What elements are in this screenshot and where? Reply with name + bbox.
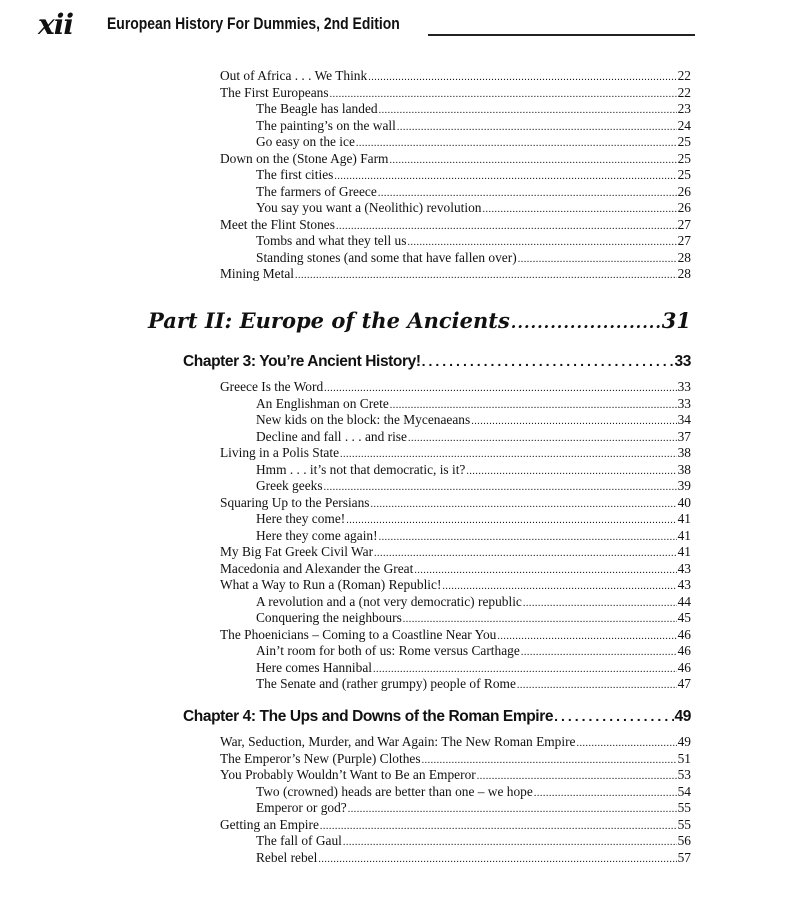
entry-title: You say you want a (Neolithic) revolution <box>256 200 482 215</box>
entry-page: 49 <box>677 734 691 749</box>
dot-leader <box>518 250 677 266</box>
entry-title: Emperor or god? <box>256 800 347 815</box>
entry-title: Here comes Hannibal <box>256 659 373 675</box>
dot-leader <box>390 396 677 412</box>
entry-title: Standing stones (and some that have fallen over) <box>256 249 517 265</box>
entry-title: New kids on the block: the Mycenaeans <box>256 412 471 427</box>
entry-page: 25 <box>677 150 691 166</box>
entry-page: 25 <box>677 134 691 149</box>
entry-page: 33 <box>677 395 691 411</box>
header-rule <box>428 34 695 36</box>
entry-title: Here they come! <box>256 511 346 526</box>
entry-page: 55 <box>677 816 691 832</box>
toc-entry <box>220 734 691 751</box>
entry-page: 46 <box>677 659 691 675</box>
toc-entry <box>220 266 691 283</box>
toc-entry <box>220 250 691 267</box>
toc-entry <box>220 85 691 102</box>
entry-page: 41 <box>677 544 691 559</box>
toc-entry <box>220 429 691 446</box>
toc-entry <box>220 850 691 867</box>
toc-entry <box>220 233 691 250</box>
entry-page: 22 <box>677 84 691 100</box>
dot-leader <box>320 817 677 833</box>
dot-leader <box>408 429 677 445</box>
toc-entry <box>220 751 691 768</box>
toc-entry <box>220 184 691 201</box>
entry-title: Getting an Empire <box>220 816 319 832</box>
dot-leader <box>379 101 677 117</box>
entry-title: The fall of Gaul <box>256 833 342 848</box>
toc-entry <box>220 643 691 660</box>
entry-title: Squaring Up to the Persians <box>220 494 370 510</box>
toc-entry <box>220 676 691 693</box>
entry-page: 57 <box>677 849 691 865</box>
entry-title: Macedonia and Alexander the Great <box>220 560 414 576</box>
part-title: Part II: Europe of the Ancients <box>148 308 510 333</box>
dot-leader <box>554 708 673 726</box>
entry-page: 53 <box>677 767 691 782</box>
dot-leader <box>389 151 676 167</box>
dot-leader <box>471 412 676 428</box>
entry-title: The Beagle has landed <box>256 101 378 116</box>
toc-entry <box>220 767 691 784</box>
chapter-title: Chapter 4: The Ups and Downs of the Roman Empire <box>183 708 554 725</box>
entry-page: 51 <box>677 750 691 766</box>
chapter-heading-3 <box>183 353 691 371</box>
entry-title: Out of Africa . . . We Think <box>220 68 368 83</box>
entry-title: An Englishman on Crete <box>256 395 389 411</box>
toc-entry <box>220 544 691 561</box>
toc-entry <box>220 660 691 677</box>
toc-entry <box>220 784 691 801</box>
dot-leader <box>442 577 676 593</box>
entry-page: 25 <box>677 167 691 182</box>
entry-title: What a Way to Run a (Roman) Republic! <box>220 577 442 592</box>
entry-page: 41 <box>677 527 691 543</box>
dot-leader <box>318 850 676 866</box>
dot-leader <box>534 784 677 800</box>
entry-title: War, Seduction, Murder, and War Again: The New Roman Empire <box>220 734 576 749</box>
entry-page: 27 <box>677 216 691 232</box>
entry-page: 28 <box>677 266 691 281</box>
entry-title: Conquering the neighbours <box>256 610 402 625</box>
toc-entry <box>220 396 691 413</box>
toc-entry <box>220 217 691 234</box>
dot-leader <box>483 200 677 216</box>
toc-entry <box>220 478 691 495</box>
entry-page: 34 <box>677 412 691 427</box>
dot-leader <box>340 445 677 461</box>
dot-leader <box>371 495 677 511</box>
toc-entry <box>220 462 691 479</box>
page-number: xii <box>38 8 73 41</box>
toc-entry <box>220 511 691 528</box>
dot-leader <box>348 800 677 816</box>
entry-page: 55 <box>677 800 691 815</box>
entry-title: Decline and fall . . . and rise <box>256 428 407 444</box>
entry-title: Hmm . . . it’s not that democratic, is it? <box>256 461 466 477</box>
entry-page: 43 <box>677 577 691 592</box>
entry-page: 24 <box>677 117 691 133</box>
entry-page: 40 <box>677 494 691 510</box>
toc-section-chapter4 <box>220 734 691 866</box>
entry-title: Down on the (Stone Age) Farm <box>220 150 389 166</box>
dot-leader <box>497 627 676 643</box>
toc-entry <box>220 594 691 611</box>
dot-leader <box>346 511 676 527</box>
dot-leader <box>517 676 677 692</box>
entry-page: 26 <box>677 200 691 215</box>
part-heading <box>148 308 691 333</box>
dot-leader <box>330 85 677 101</box>
toc-entry <box>220 68 691 85</box>
dot-leader <box>577 734 677 750</box>
dot-leader <box>295 266 677 282</box>
toc-entry <box>220 200 691 217</box>
dot-leader <box>324 478 677 494</box>
chapter-heading-4 <box>183 708 691 726</box>
toc-entry <box>220 577 691 594</box>
entry-title: Meet the Flint Stones <box>220 216 335 232</box>
toc-entry <box>220 800 691 817</box>
entry-title: Two (crowned) heads are better than one – we hope <box>256 783 533 799</box>
entry-page: 37 <box>677 428 691 444</box>
part-page: 31 <box>661 308 691 333</box>
toc-entry <box>220 495 691 512</box>
dot-leader <box>466 462 676 478</box>
toc-entry <box>220 134 691 151</box>
entry-page: 41 <box>677 511 691 526</box>
chapter-page: 49 <box>674 708 691 725</box>
dot-leader <box>407 233 676 249</box>
entry-title: You Probably Wouldn’t Want to Be an Emperor <box>220 767 476 782</box>
dot-leader <box>422 353 674 371</box>
toc-entry <box>220 561 691 578</box>
dot-leader <box>379 528 677 544</box>
entry-title: Greece Is the Word <box>220 379 324 394</box>
dot-leader <box>403 610 677 626</box>
entry-page: 46 <box>677 643 691 658</box>
dot-leader <box>343 833 677 849</box>
dot-leader <box>374 544 677 560</box>
entry-page: 22 <box>677 68 691 83</box>
entry-page: 38 <box>677 461 691 477</box>
entry-page: 28 <box>677 249 691 265</box>
entry-title: Here they come again! <box>256 527 378 543</box>
dot-leader <box>373 660 677 676</box>
toc-entry <box>220 151 691 168</box>
entry-title: The Senate and (rather grumpy) people of Rome <box>256 676 516 691</box>
entry-title: Tombs and what they tell us <box>256 233 407 248</box>
dot-leader <box>422 751 677 767</box>
entry-title: Living in a Polis State <box>220 445 340 460</box>
entry-page: 47 <box>677 676 691 691</box>
entry-page: 38 <box>677 445 691 460</box>
entry-title: Rebel rebel <box>256 849 318 865</box>
entry-page: 23 <box>677 101 691 116</box>
dot-leader <box>336 217 677 233</box>
entry-page: 39 <box>677 478 691 493</box>
entry-page: 44 <box>677 593 691 609</box>
entry-title: The farmers of Greece <box>256 183 377 199</box>
entry-page: 27 <box>677 233 691 248</box>
chapter-title: Chapter 3: You’re Ancient History! <box>183 353 421 370</box>
toc-entry <box>220 528 691 545</box>
dot-leader <box>414 561 676 577</box>
entry-title: My Big Fat Greek Civil War <box>220 544 374 559</box>
toc-entry <box>220 412 691 429</box>
chapter-page: 33 <box>674 353 691 370</box>
toc-entry <box>220 817 691 834</box>
entry-page: 56 <box>677 833 691 848</box>
entry-page: 46 <box>677 626 691 642</box>
entry-title: Go easy on the ice <box>256 134 355 149</box>
entry-page: 54 <box>677 783 691 799</box>
dot-leader <box>334 167 676 183</box>
entry-title: The Emperor’s New (Purple) Clothes <box>220 750 421 766</box>
toc-entry <box>220 833 691 850</box>
entry-title: The first cities <box>256 167 334 182</box>
entry-title: The Phoenicians – Coming to a Coastline Near You <box>220 626 497 642</box>
dot-leader <box>378 184 677 200</box>
dot-leader <box>397 118 677 134</box>
toc-entry <box>220 118 691 135</box>
running-title: European History For Dummies, 2nd Edition <box>107 14 400 33</box>
dot-leader <box>324 379 676 395</box>
toc-entry <box>220 610 691 627</box>
entry-title: A revolution and a (not very democratic) republic <box>256 593 522 609</box>
entry-title: The First Europeans <box>220 84 329 100</box>
entry-title: Mining Metal <box>220 266 295 281</box>
toc-entry <box>220 379 691 396</box>
entry-page: 33 <box>677 379 691 394</box>
toc-entry <box>220 167 691 184</box>
dot-leader <box>523 594 677 610</box>
toc-entry <box>220 101 691 118</box>
toc-section-chapter3 <box>220 379 691 693</box>
toc-entry <box>220 627 691 644</box>
dot-leader <box>477 767 677 783</box>
dot-leader <box>368 68 676 84</box>
dot-leader <box>356 134 677 150</box>
entry-page: 43 <box>677 560 691 576</box>
toc-entry <box>220 445 691 462</box>
entry-title: The painting’s on the wall <box>256 117 396 133</box>
dot-leader <box>521 643 677 659</box>
dot-leader <box>511 308 661 333</box>
entry-page: 45 <box>677 610 691 625</box>
toc-section-chapter2 <box>220 68 691 283</box>
entry-title: Greek geeks <box>256 478 323 493</box>
entry-page: 26 <box>677 183 691 199</box>
entry-title: Ain’t room for both of us: Rome versus Carthage <box>256 643 520 658</box>
